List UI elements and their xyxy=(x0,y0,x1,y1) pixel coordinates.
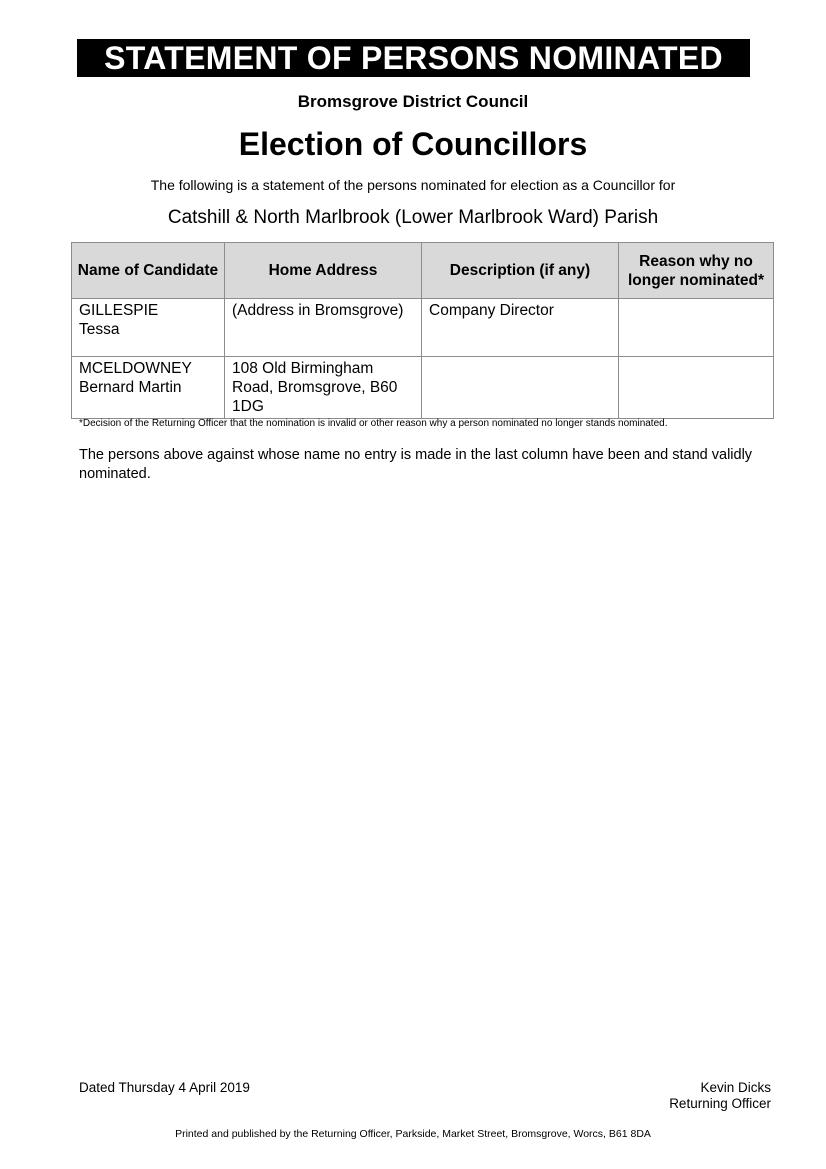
header-description: Description (if any) xyxy=(422,243,619,299)
footnote: *Decision of the Returning Officer that the nomination is invalid or other reason why a person nominated no longer stands nominated. xyxy=(79,418,668,429)
candidate-name-cell xyxy=(72,357,225,419)
candidate-address: 108 Old Birmingham Road, Bromsgrove, B60 1DG xyxy=(225,357,422,419)
table-header-row xyxy=(72,243,774,299)
candidate-surname: GILLESPIE xyxy=(79,302,159,319)
intro-text: The following is a statement of the persons nominated for election as a Councillor for xyxy=(150,177,676,193)
election-title: Election of Councillors xyxy=(238,126,588,162)
candidate-forenames: Tessa xyxy=(79,321,120,338)
candidate-reason xyxy=(619,357,774,419)
validity-statement: The persons above against whose name no entry is made in the last column have been and stand validly nominated. xyxy=(79,447,753,482)
table-row xyxy=(72,357,774,419)
table-row xyxy=(72,299,774,357)
officer-title: Returning Officer xyxy=(669,1096,771,1111)
returning-officer-signature xyxy=(669,1080,771,1112)
candidate-description xyxy=(422,357,619,419)
header-name-of-candidate: Name of Candidate xyxy=(72,243,225,299)
document-banner-title: STATEMENT OF PERSONS NOMINATED xyxy=(77,39,750,77)
officer-name: Kevin Dicks xyxy=(700,1080,771,1095)
candidate-forenames: Bernard Martin xyxy=(79,379,182,396)
candidate-address: (Address in Bromsgrove) xyxy=(225,299,422,357)
dated-line: Dated Thursday 4 April 2019 xyxy=(79,1080,250,1095)
candidates-table xyxy=(71,242,774,419)
imprint: Printed and published by the Returning Officer, Parkside, Market Street, Bromsgrove, Worcs, B61 8DA xyxy=(175,1128,651,1140)
candidate-description: Company Director xyxy=(422,299,619,357)
candidate-surname: MCELDOWNEY xyxy=(79,360,192,377)
candidate-name-cell xyxy=(72,299,225,357)
header-reason-no-longer-nominated: Reason why no longer nominated* xyxy=(619,243,774,299)
candidate-reason xyxy=(619,299,774,357)
header-home-address: Home Address xyxy=(225,243,422,299)
council-name: Bromsgrove District Council xyxy=(297,92,529,111)
electoral-area: Catshill & North Marlbrook (Lower Marlbrook Ward) Parish xyxy=(167,207,659,228)
